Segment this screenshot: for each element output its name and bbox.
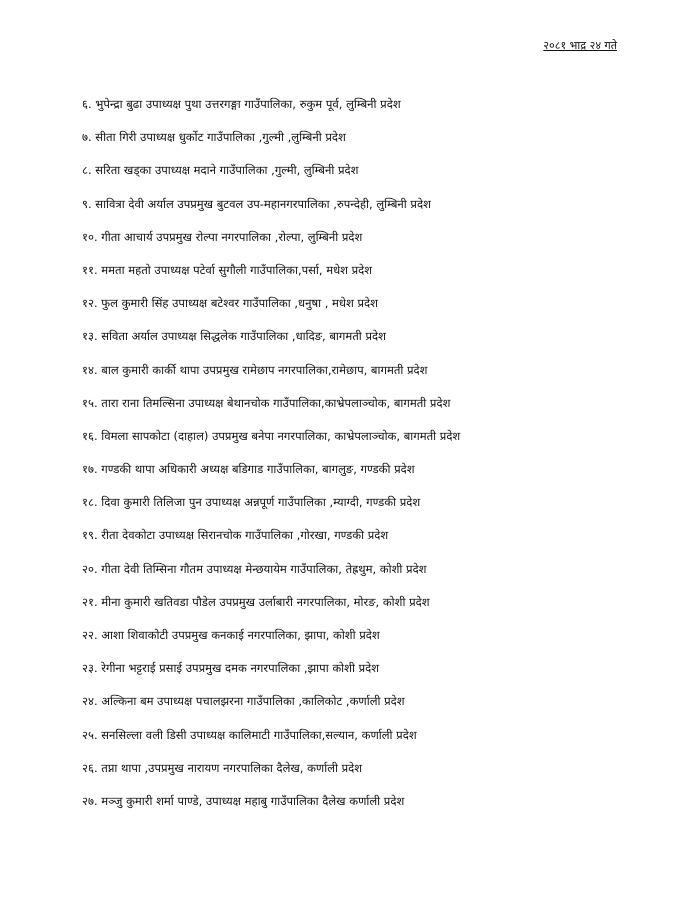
list-item: १२. फुल कुमारी सिंह उपाध्यक्ष बटेश्वर गाउँपालिका ,धनुषा , मधेश प्रदेश xyxy=(82,296,378,311)
list-item: २०. गीता देवी तिम्सिना गौतम उपाध्यक्ष मेन्छयायेम गाउँपालिका, तेह्रथुम, कोशी प्रदेश xyxy=(82,561,427,576)
list-item: ७. सीता गिरी उपाध्यक्ष धुर्कोट गाउँपालिका ,गुल्मी ,लुम्बिनी प्रदेश xyxy=(82,130,346,145)
list-item: २७. मञ्जु कुमारी शर्मा पाण्डे, उपाध्यक्ष महाबु गाउँपालिका दैलेख कर्णाली प्रदेश xyxy=(82,793,405,808)
list-item: २३. रेगीना भट्टराई प्रसाई उपप्रमुख दमक नगरपालिका ,झापा कोशी प्रदेश xyxy=(82,661,380,676)
list-item: १८. दिवा कुमारी तिलिजा पुन उपाध्यक्ष अन्नपूर्ण गाउँपालिका ,म्याग्दी, गण्डकी प्रदेश xyxy=(82,495,421,510)
list-item: ८. सरिता खड्का उपाध्यक्ष मदाने गाउँपालिका ,गुल्मी, लुम्बिनी प्रदेश xyxy=(82,163,359,178)
list-item: १९. रीता देवकोटा उपाध्यक्ष सिरानचोक गाउँपालिका ,गोरखा, गण्डकी प्रदेश xyxy=(82,528,389,543)
document-date: २०८१ भाद्र २४ गते xyxy=(543,39,617,52)
list-item: ९. सावित्रा देवी अर्याल उपप्रमुख बुटवल उप-महानगरपालिका ,रुपन्देही, लुम्बिनी प्रदेश xyxy=(82,196,431,211)
list-item: ६. भुपेन्द्रा बुढा उपाध्यक्ष पुथा उत्तरगङ्गा गाउँपालिका, रुकुम पूर्व, लुम्बिनी प्रदेश xyxy=(82,97,401,111)
list-item: २५. सनसिल्ला वली डिसी उपाध्यक्ष कालिमाटी गाउँपालिका,सल्यान, कर्णाली प्रदेश xyxy=(82,727,417,742)
representative-list xyxy=(82,94,642,824)
list-item: १६. विमला सापकोटा (दाहाल) उपप्रमुख बनेपा नगरपालिका, काभ्रेपलाञ्चोक, बागमती प्रदेश xyxy=(82,428,461,443)
list-item: १७. गण्डकी थापा अधिकारी अध्यक्ष बडिगाड गाउँपालिका, बागलुङ, गण्डकी प्रदेश xyxy=(82,462,415,477)
list-item: १५. तारा राना तिमल्सिना उपाध्यक्ष बेथानचोक गाउँपालिका,काभ्रेपलाञ्चोक, बागमती प्रदेश xyxy=(82,395,451,410)
list-item: २१. मीना कुमारी खतिवडा पौडेल उपप्रमुख उर्लाबारी नगरपालिका, मोरङ, कोशी प्रदेश xyxy=(82,594,430,609)
list-item: १३. सविता अर्याल उपाध्यक्ष सिद्धलेक गाउँपालिका ,धादिङ, बागमती प्रदेश xyxy=(82,329,386,344)
list-item: २२. आशा शिवाकोटी उपप्रमुख कनकाई नगरपालिका, झापा, कोशी प्रदेश xyxy=(82,628,380,642)
list-item: ११. ममता महतो उपाध्यक्ष पटेर्वा सुगौली गाउँपालिका,पर्सा, मधेश प्रदेश xyxy=(82,262,373,277)
list-item: १४. बाल कुमारी कार्की थापा उपप्रमुख रामेछाप नगरपालिका,रामेछाप, बागमती प्रदेश xyxy=(82,362,428,377)
list-item: २६. तप्ना थापा ,उपप्रमुख नारायण नगरपालिका दैलेख, कर्णाली प्रदेश xyxy=(82,760,363,775)
list-item: २४. अल्किना बम उपाध्यक्ष पचालझरना गाउँपालिका ,कालिकोट ,कर्णाली प्रदेश xyxy=(82,694,405,709)
list-item: १०. गीता आचार्य उपप्रमुख रोल्पा नगरपालिका ,रोल्पा, लुम्बिनी प्रदेश xyxy=(82,229,363,244)
